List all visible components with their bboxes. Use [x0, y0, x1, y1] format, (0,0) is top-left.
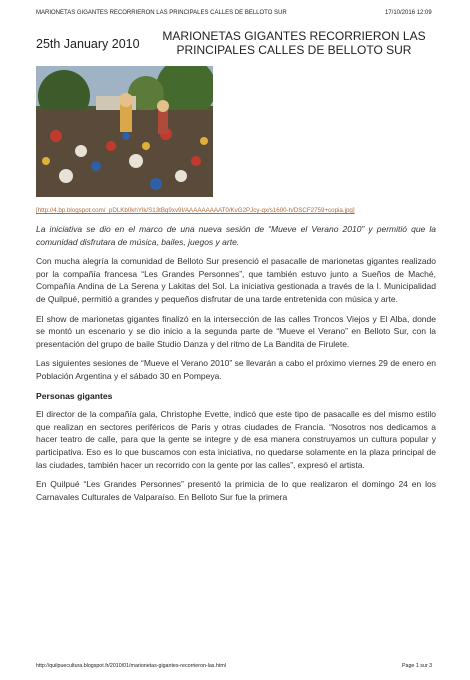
body-paragraph: Con mucha alegría la comunidad de Belloto Sur presenció el pasacalle de marionetas gigantes realizado por la compañía francesa “Les Grandes Personnes”, que también estuvo junto a Sueños de Maché, Compañía Andina de La Serena y Lakitas del Sol. La iniciativa gestionada a través de la I. Municipalidad de Quilpué, permitió a grandes y pequeños disfrutar de una tarde entretenida con música y arte.: [36, 256, 436, 304]
section-heading: Personas gigantes: [36, 390, 113, 401]
body-paragraph: En Quilpué “Les Grandes Personnes” presentó la primicia de lo que realizaron el domingo 24 en los Carnavales Culturales de Valparaíso. En Belloto Sur fue la primera: [36, 479, 436, 502]
print-footer-url: http://quilpuecultura.blogspot.fr/2010/01/marionetas-gigantes-recorrieron-las.html: [36, 663, 226, 669]
post-body: [36, 223, 436, 510]
post-date: 25th January 2010: [36, 37, 140, 51]
post-title: MARIONETAS GIGANTES RECORRIERON LAS PRINCIPALES CALLES DE BELLOTO SUR: [162, 29, 426, 57]
body-paragraph: El director de la compañía gala, Christophe Evette, indicó que este tipo de pasacalle es del mismo estilo que realizan en sectores periféricos de Paris y otras ciudades de Francia. “Nosotros nos dedicamos a hacer teatro de calle, para que la gente se integre y de esa manera construyamos un cultura popular y participativa. Eso es lo que buscamos con esta iniciativa, no quedarse solamente en la plaza principal de las ciudades, también hacer un recorrido con la gente por las calles”, expresó el artista.: [36, 409, 436, 470]
print-header-title: MARIONETAS GIGANTES RECORRIERON LAS PRINCIPALES CALLES DE BELLOTO SUR: [36, 10, 287, 16]
lead-paragraph: La iniciativa se dio en el marco de una nueva sesión de “Mueve el Verano 2010” y permitió que la comunidad disfrutara de música, bailes, juegos y arte.: [36, 224, 436, 247]
print-header-datetime: 17/10/2016 12:09: [385, 10, 432, 16]
crowd-photo-illustration: [36, 66, 213, 197]
image-source-link[interactable]: [http://4.bp.blogspot.com/_pDLKb0khYlk/S13tBq9xv9I/AAAAAAAAAT0/KvG2PJcy-qx/s1600-h/DSCF2759+copia.jpg]: [36, 207, 355, 214]
body-paragraph: El show de marionetas gigantes finalizó en la intersección de las calles Troncos Viejos y El Alba, donde se montó un escenario y se dio inicio a la segunda parte de “Mueve el Verano” en Belloto Sur, con la presentación del grupo de baile Studio Danza y del ritmo de La Bandita de Firulete.: [36, 313, 436, 349]
body-paragraph: Las siguientes sesiones de “Mueve el Verano 2010” se llevarán a cabo el próximo viernes 29 de enero en Población Argentina y el sábado 30 en Pompeya.: [36, 358, 436, 381]
print-footer-page: Page 1 sur 3: [402, 663, 433, 669]
post-photo: [36, 66, 213, 197]
